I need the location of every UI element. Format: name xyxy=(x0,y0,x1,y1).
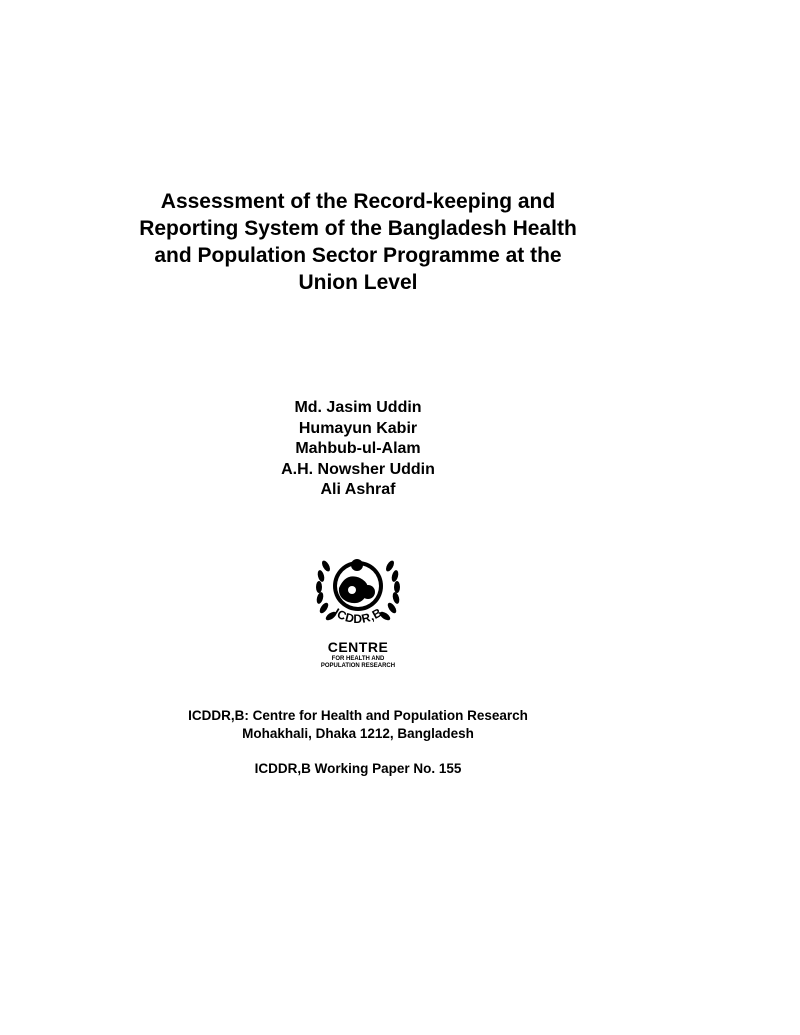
author-name: Ali Ashraf xyxy=(320,481,396,498)
title-line-3: and Population Sector Programme at the xyxy=(154,244,562,267)
logo-centre-text: CENTRE xyxy=(327,639,389,655)
author-name: Mahbub-ul-Alam xyxy=(295,440,421,457)
logo-subtitle-line-1: FOR HEALTH AND xyxy=(331,656,385,662)
logo-subtitle-line-2: POPULATION RESEARCH xyxy=(320,663,396,669)
author-name: A.H. Nowsher Uddin xyxy=(281,460,435,478)
author-name: Humayun Kabir xyxy=(298,419,418,437)
title-line-1: Assessment of the Record-keeping and xyxy=(160,190,556,213)
author-name: Md. Jasim Uddin xyxy=(294,399,422,416)
icddrb-logo xyxy=(308,548,408,678)
icddrb-emblem-icon xyxy=(308,548,408,640)
author-list xyxy=(230,398,486,501)
title-line-4: Union Level xyxy=(298,271,418,294)
working-paper-number: ICDDR,B Working Paper No. 155 xyxy=(254,761,462,776)
publisher-name: ICDDR,B: Centre for Health and Population Research xyxy=(188,708,528,723)
title-line-2: Reporting System of the Bangladesh Health xyxy=(139,217,577,240)
publisher-info xyxy=(150,707,566,743)
emblem-text: ICDDR,B xyxy=(331,605,385,626)
publisher-address: Mohakhali, Dhaka 1212, Bangladesh xyxy=(242,726,474,741)
document-title xyxy=(100,188,616,296)
